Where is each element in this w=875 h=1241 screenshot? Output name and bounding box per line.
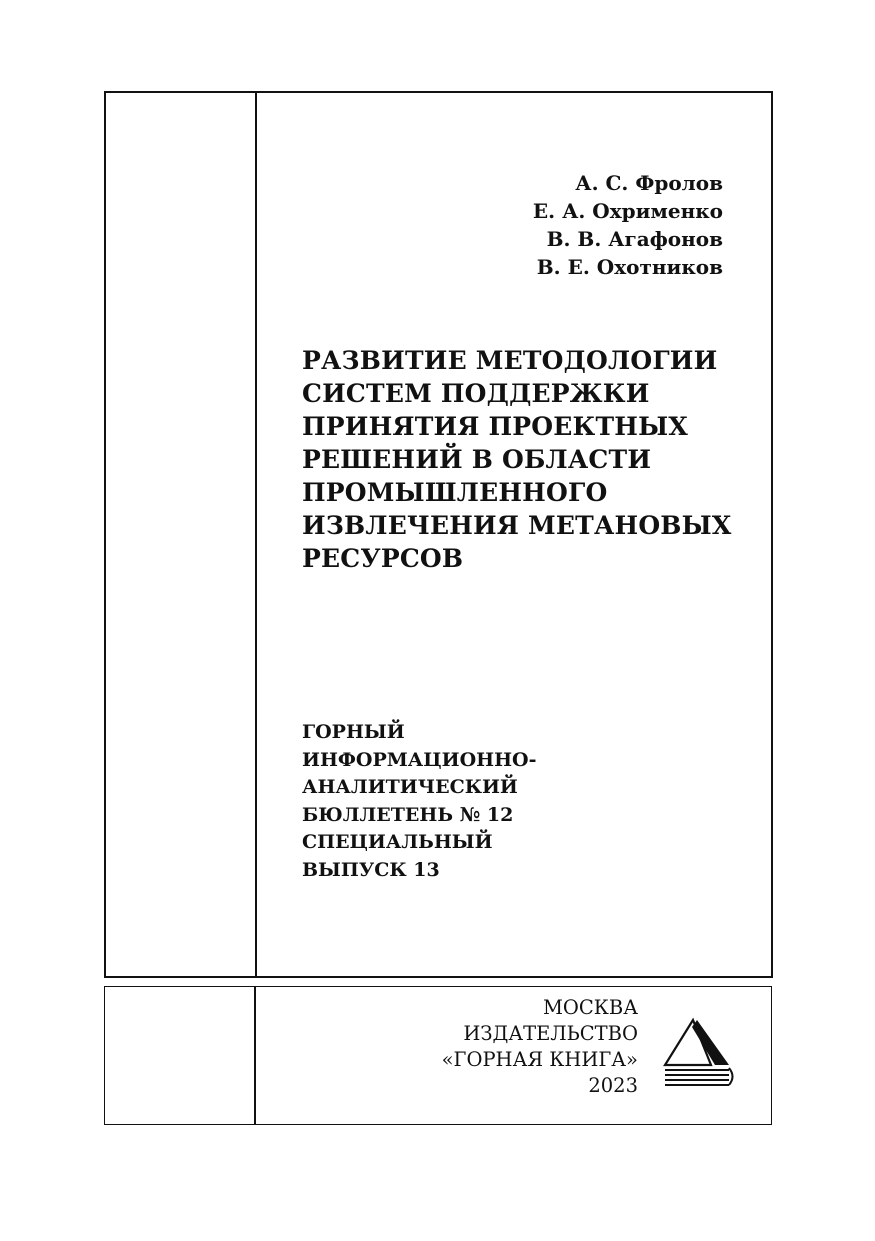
title-line: ПРИНЯТИЯ ПРОЕКТНЫХ [302, 412, 688, 441]
series-line: ВЫПУСК 13 [302, 858, 440, 881]
title-line: РАЗВИТИЕ МЕТОДОЛОГИИ [302, 346, 718, 375]
title-line: ИЗВЛЕЧЕНИЯ МЕТАНОВЫХ [302, 511, 732, 540]
title-page-frame [104, 91, 773, 978]
title-line: РЕСУРСОВ [302, 544, 464, 573]
series-info [302, 719, 536, 884]
publication-year: 2023 [588, 1074, 638, 1097]
series-line: СПЕЦИАЛЬНЫЙ [302, 831, 493, 853]
author-name: А. С. Фролов [575, 171, 723, 195]
frame-divider-line [254, 987, 256, 1124]
title-line: РЕШЕНИЙ В ОБЛАСТИ [302, 445, 652, 474]
title-line: ПРОМЫШЛЕННОГО [302, 478, 608, 507]
publisher-block [442, 995, 638, 1099]
author-name: В. В. Агафонов [546, 227, 723, 251]
title-line: СИСТЕМ ПОДДЕРЖКИ [302, 379, 650, 408]
frame-divider-line [255, 93, 257, 976]
publisher-name: «ГОРНАЯ КНИГА» [441, 1048, 638, 1071]
series-line: ГОРНЫЙ [302, 721, 405, 743]
series-line: АНАЛИТИЧЕСКИЙ [302, 776, 518, 798]
author-name: В. Е. Охотников [536, 255, 723, 279]
publisher-city: МОСКВА [542, 996, 638, 1019]
author-name: Е. А. Охрименко [532, 199, 723, 223]
book-title [302, 344, 742, 575]
publisher-frame [104, 986, 772, 1125]
publisher-type: ИЗДАТЕЛЬСТВО [463, 1022, 638, 1045]
series-line: ИНФОРМАЦИОННО- [302, 748, 537, 771]
series-line: БЮЛЛЕТЕНЬ № 12 [302, 803, 514, 826]
publisher-logo-icon [663, 1017, 737, 1095]
authors-block [533, 169, 723, 281]
